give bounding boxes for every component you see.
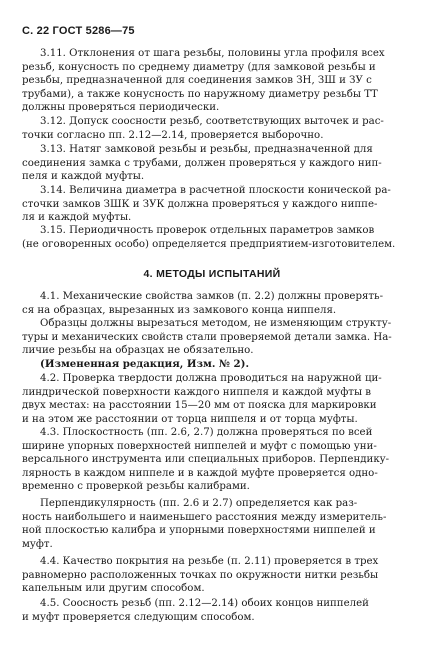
text-line: 4.1. Механические свойства замков (п. 2.2) должны проверять- bbox=[40, 291, 384, 302]
text-line: пеля и каждой муфты. bbox=[22, 171, 145, 183]
page-header: С. 22 ГОСТ 5286—75 bbox=[22, 25, 135, 37]
section-heading: 4. МЕТОДЫ ИСПЫТАНИЙ bbox=[143, 268, 281, 280]
text-line: временно с проверкой резьбы калибрами. bbox=[22, 481, 250, 493]
text-line: лярность в каждом ниппеле и в каждой муфте проверяется одно- bbox=[22, 467, 378, 479]
text-line: 4.3. Плоскостность (пп. 2.6, 2.7) должна проверяться по всей bbox=[40, 427, 373, 438]
text-line: равномерно расположенных точках по окружности нитки резьбы bbox=[22, 569, 379, 581]
paragraph-4-1 bbox=[22, 290, 402, 317]
text-line: (не оговоренных особо) определяется предприятием-изготовителем. bbox=[22, 238, 396, 250]
text-line: сточки замков ЗШК и ЗУК должна проверяться у каждого ниппе- bbox=[22, 198, 378, 210]
text-line: и на этом же расстоянии от торца ниппеля и от торца муфты. bbox=[22, 413, 358, 425]
text-line: и муфт проверяется следующим способом. bbox=[22, 611, 255, 623]
text-line: Перпендикулярность (пп. 2.6 и 2.7) определяется как раз- bbox=[40, 498, 358, 509]
text-line: личие резьбы на образцах не обязательно. bbox=[22, 345, 254, 357]
paragraph-4-4 bbox=[22, 555, 402, 596]
paragraph-3-13 bbox=[22, 143, 402, 184]
text-line: линдрической поверхности каждого ниппеля и каждой муфты в bbox=[22, 386, 372, 398]
text-line: версального инструмента или специальных приборов. Перпендику- bbox=[22, 454, 390, 466]
text-line: ность наибольшего и наименьшего расстояния между измеритель- bbox=[22, 511, 387, 523]
revision-note: (Измененная редакция, Изм. № 2). bbox=[40, 358, 250, 370]
paragraph-4-3-perpendicularity bbox=[22, 497, 402, 551]
text-line: ширине упорных поверхностей ниппелей и муфт с помощью уни- bbox=[22, 440, 377, 452]
text-line: резьбы, предназначенной для соединения замков ЗН, ЗШ и ЗУ с bbox=[22, 75, 372, 87]
paragraph-4-3 bbox=[22, 426, 402, 494]
text-line: 3.14. Величина диаметра в расчетной плоскости конической ра- bbox=[40, 185, 391, 196]
text-line: трубами), а также конусность по наружному диаметру резьбы ТТ bbox=[22, 88, 378, 100]
paragraph-4-2 bbox=[22, 372, 402, 426]
paragraph-4-1-samples bbox=[22, 317, 402, 358]
text-line: ной плоскостью калибра и упорными поверхностями ниппелей и bbox=[22, 525, 376, 537]
text-line: 3.15. Периодичность проверок отдельных параметров замков bbox=[40, 225, 375, 236]
paragraph-4-5 bbox=[22, 597, 402, 624]
text-line: должны проверяться периодически. bbox=[22, 102, 220, 114]
text-line: точки согласно пп. 2.12—2.14, проверяется выборочно. bbox=[22, 129, 324, 141]
text-line: ся на образцах, вырезанных из замкового конца ниппеля. bbox=[22, 304, 337, 316]
paragraph-3-14 bbox=[22, 184, 402, 225]
text-line: Образцы должны вырезаться методом, не изменяющим структу- bbox=[40, 318, 392, 329]
text-line: капельным или другим способом. bbox=[22, 583, 205, 595]
text-line: 3.12. Допуск соосности резьб, соответствующих выточек и рас- bbox=[40, 116, 384, 127]
paragraph-3-11 bbox=[22, 47, 402, 115]
paragraph-3-15 bbox=[22, 224, 402, 251]
text-line: 4.5. Соосность резьб (пп. 2.12—2.14) обоих концов ниппелей bbox=[40, 598, 369, 609]
paragraph-3-12 bbox=[22, 115, 402, 142]
text-line: ля и каждой муфты. bbox=[22, 212, 132, 224]
text-line: двух местах: на расстоянии 15—20 мм от пояска для маркировки bbox=[22, 400, 377, 412]
text-line: 4.4. Качество покрытия на резьбе (п. 2.11) проверяется в трех bbox=[40, 556, 379, 567]
text-line: соединения замка с трубами, должен проверяться у каждого нип- bbox=[22, 157, 382, 169]
text-line: муфт. bbox=[22, 538, 53, 550]
text-line: 4.2. Проверка твердости должна проводиться на наружной ци- bbox=[40, 373, 382, 384]
text-line: 3.11. Отклонения от шага резьбы, половины угла профиля всех bbox=[40, 48, 385, 59]
text-line: туры и механических свойств стали проверяемой детали замка. На- bbox=[22, 331, 392, 343]
text-line: резьб, конусность по среднему диаметру (для замковой резьбы и bbox=[22, 61, 376, 73]
text-line: 3.13. Натяг замковой резьбы и резьбы, предназначенной для bbox=[40, 144, 373, 155]
paragraph-4-1-revision bbox=[22, 358, 402, 372]
